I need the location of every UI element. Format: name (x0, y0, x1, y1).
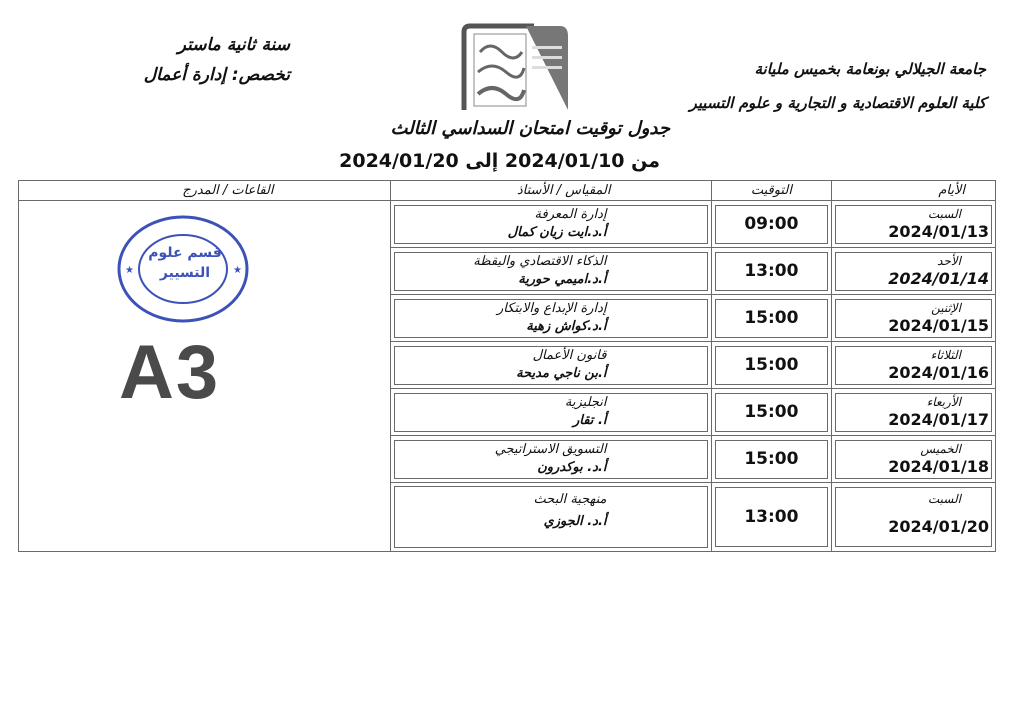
time-cell (711, 483, 832, 552)
page-title: جدول توقيت امتحان السداسي الثالث (390, 118, 670, 139)
module-name: الذكاء الاقتصادي واليقظة (473, 253, 607, 269)
module-cell (390, 436, 711, 483)
module-cell (390, 295, 711, 342)
professor-name: أ.د.كواش زهية (526, 318, 607, 334)
exam-date: 2024/01/15 (888, 315, 989, 335)
svg-text:★: ★ (125, 265, 134, 276)
time-cell (711, 389, 832, 436)
exam-date: 2024/01/17 (888, 409, 989, 429)
exam-schedule-table (18, 180, 996, 552)
professor-name: أ.د.اميمي حورية (518, 271, 607, 287)
faculty-name: كلية العلوم الاقتصادية و التجارية و علوم التسيير (689, 94, 986, 112)
time-cell (711, 295, 832, 342)
exam-time: 09:00 (715, 205, 829, 244)
module-name: التسويق الاستراتيجي (494, 441, 607, 457)
header-day: الأيام (832, 181, 996, 201)
time-cell (711, 201, 832, 248)
university-name: جامعة الجيلالي بونعامة بخميس مليانة (754, 60, 986, 78)
day-name: السبت (927, 206, 961, 221)
module-cell (390, 201, 711, 248)
exam-date: 2024/01/18 (888, 456, 989, 476)
module-name: انجليزية (564, 394, 607, 410)
time-cell (711, 436, 832, 483)
svg-text:★: ★ (233, 265, 242, 276)
day-cell (832, 248, 996, 295)
header-time: التوقيت (711, 181, 832, 201)
time-cell (711, 342, 832, 389)
module-name: إدارة المعرفة (534, 206, 607, 222)
exam-date: 2024/01/16 (888, 362, 989, 382)
day-cell (832, 295, 996, 342)
module-name: منهجية البحث (533, 492, 607, 507)
university-logo (456, 22, 574, 114)
day-cell (832, 201, 996, 248)
room-cell (19, 201, 391, 552)
specialty-label: تخصص: إدارة أعمال (143, 65, 290, 85)
module-cell (390, 248, 711, 295)
day-name: الخميس (920, 441, 961, 456)
module-cell (390, 342, 711, 389)
professor-name: أ.د.ايت زيان كمال (507, 224, 607, 240)
professor-name: أ.د. الجوزي (543, 514, 607, 529)
day-cell (832, 483, 996, 552)
day-cell (832, 436, 996, 483)
day-name: الثلاثاء (930, 347, 961, 362)
stamp-text: قسم علوم التسيير (148, 245, 222, 281)
module-cell (390, 389, 711, 436)
exam-time: 15:00 (715, 440, 829, 479)
module-name: إدارة الإبداع والابتكار (497, 300, 607, 316)
exam-date: 2024/01/14 (888, 268, 989, 288)
module-cell (390, 483, 711, 552)
day-name: الإثنين (931, 300, 961, 315)
program-info (95, 30, 290, 90)
room-code: A3 (119, 330, 221, 415)
time-cell (711, 248, 832, 295)
exam-time: 13:00 (715, 487, 829, 547)
day-cell (832, 389, 996, 436)
exam-date: 2024/01/13 (888, 221, 989, 241)
table-row (19, 201, 996, 248)
day-name: الأحد (937, 253, 961, 268)
day-name: الأربعاء (926, 394, 961, 409)
header-room: القاعات / المدرج (19, 181, 391, 201)
module-name: قانون الأعمال (532, 347, 607, 363)
exam-time: 15:00 (715, 346, 829, 385)
professor-name: أ.بن ناجي مديحة (516, 365, 607, 381)
year-label: سنة ثانية ماستر (177, 35, 290, 55)
header-module: المقياس / الأستاذ (390, 181, 711, 201)
table-header-row (19, 181, 996, 201)
exam-time: 15:00 (715, 393, 829, 432)
exam-time: 13:00 (715, 252, 829, 291)
day-name: السبت (927, 492, 961, 506)
day-cell (832, 342, 996, 389)
professor-name: أ.د. بوكدرون (537, 459, 607, 475)
university-info (690, 52, 987, 120)
exam-period: من 2024/01/10 إلى 2024/01/20 (339, 150, 660, 172)
professor-name: أ. تقار (572, 412, 607, 428)
exam-time: 15:00 (715, 299, 829, 338)
exam-date: 2024/01/20 (888, 517, 989, 536)
